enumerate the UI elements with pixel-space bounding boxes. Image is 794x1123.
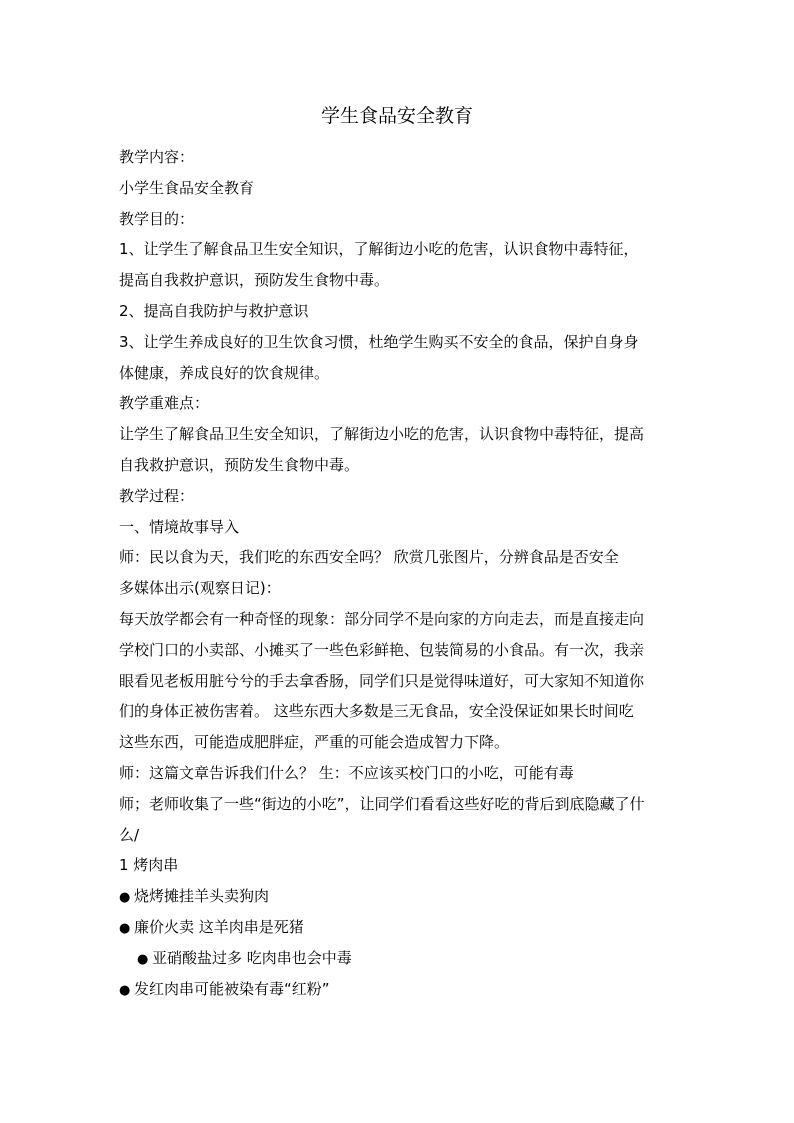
text-line: 提高自我救护意识，预防发生食物中毒。 bbox=[119, 271, 390, 290]
bullet-item bbox=[119, 912, 679, 943]
bullet-dot-icon: ● bbox=[119, 982, 131, 998]
text-line: 这些东西，可能造成肥胖症，严重的可能会造成智力下降。 bbox=[119, 733, 510, 752]
bullet-dot-icon: ● bbox=[119, 890, 131, 906]
document-body bbox=[119, 142, 679, 1004]
text-line: 教学内容： bbox=[119, 148, 195, 166]
text-line: 让学生了解食品卫生安全知识，了解街边小吃的危害，认识食物中毒特征，提高 bbox=[119, 425, 645, 444]
text-line: 1、让学生了解食品卫生安全知识，了解街边小吃的危害，认识食物中毒特征， bbox=[119, 240, 639, 259]
text-line: 2、提高自我防护与救护意识 bbox=[119, 301, 309, 320]
text-line: 多媒体出示(观察日记)： bbox=[119, 579, 281, 598]
text-line: 学校门口的小卖部、小摊买了一些色彩鲜艳、包装简易的小食品。有一次，我亲 bbox=[119, 640, 645, 659]
text-line: 小学生食品安全教育 bbox=[119, 178, 255, 197]
text-line: 自我救护意识，预防发生食物中毒。 bbox=[119, 455, 360, 474]
text-line: 么/ bbox=[119, 825, 140, 844]
bullet-dot-icon: ● bbox=[137, 951, 149, 967]
text-line: 师；老师收集了一些“街边的小吃”，让同学们看看这些好吃的背后到底隐藏了什 bbox=[119, 794, 645, 813]
text-line: 们的身体正被伤害着。 这些东西大多数是三无食品，安全没保证如果长时间吃 bbox=[119, 702, 634, 721]
text-line: 师：民以食为天，我们吃的东西安全吗？ 欣赏几张图片，分辨食品是否安全 bbox=[119, 548, 619, 567]
bullet-text: 发红肉串可能被染有毒“红粉” bbox=[134, 979, 330, 998]
text-line: 师：这篇文章告诉我们什么？ 生：不应该买校门口的小吃，可能有毒 bbox=[119, 763, 574, 782]
page-title: 学生食品安全教育 bbox=[320, 105, 473, 127]
text-line: 1 烤肉串 bbox=[119, 856, 179, 875]
bullet-text: 廉价火卖 这羊肉串是死猪 bbox=[134, 917, 304, 936]
bullet-text: 亚硝酸盐过多 吃肉串也会中毒 bbox=[152, 948, 352, 967]
bullet-item bbox=[119, 974, 679, 1005]
text-line: 体健康，养成良好的饮食规律。 bbox=[119, 363, 330, 382]
text-line: 教学过程： bbox=[119, 486, 195, 505]
text-line: 教学重难点： bbox=[119, 394, 210, 413]
text-line: 眼看见老板用脏兮兮的手去拿香肠，同学们只是觉得味道好，可大家知不知道你 bbox=[119, 671, 645, 690]
text-line: 一、情境故事导入 bbox=[119, 517, 240, 536]
text-line: 教学目的： bbox=[119, 209, 195, 228]
bullet-item bbox=[119, 881, 679, 912]
text-line: 3、让学生养成良好的卫生饮食习惯，杜绝学生购买不安全的食品，保护自身身 bbox=[119, 332, 639, 351]
text-line: 每天放学都会有一种奇怪的现象：部分同学不是向家的方向走去，而是直接走向 bbox=[119, 609, 645, 628]
bullet-dot-icon: ● bbox=[119, 920, 131, 936]
bullet-item bbox=[119, 943, 679, 974]
bullet-text: 烧烤摊挂羊头卖狗肉 bbox=[134, 887, 270, 906]
